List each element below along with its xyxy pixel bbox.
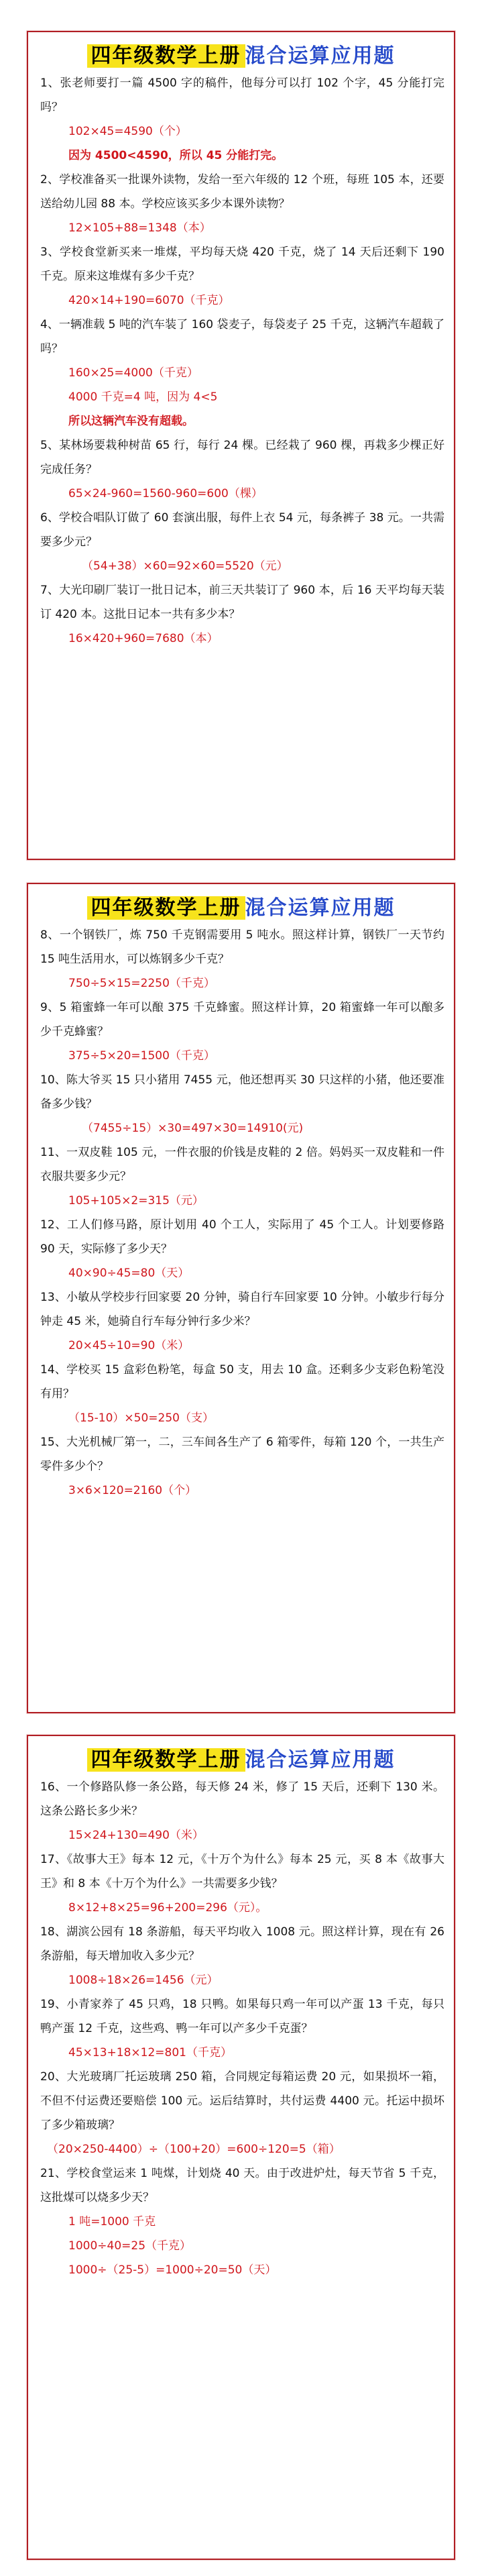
question-18: 18、湖滨公园有 18 条游船，每天平均收入 1008 元。照这样计算，现在有 26 条游船，每天增加收入多少元？ <box>40 1925 444 1963</box>
title-rest: 混合运算应用题 <box>245 1748 396 1772</box>
question-12: 12、工人们修马路，原计划用 40 个工人，实际用了 45 个工人。计划要修路 90 天，实际修了多少天？ <box>40 1218 444 1256</box>
answer-line: 40×90÷45=80（天） <box>68 1267 190 1280</box>
answer-line: 因为 4500<4590，所以 45 分能打完。 <box>68 149 284 162</box>
answer-line: （15-10）×50=250（支） <box>68 1411 214 1425</box>
question-3: 3、学校食堂新买来一堆煤，平均每天烧 420 千克，烧了 14 天后还剩下 190 千克。原来这堆煤有多少千克？ <box>40 246 444 283</box>
answer-line: 105+105×2=315（元） <box>68 1194 204 1208</box>
title-highlight: 四年级数学上册 <box>87 1748 245 1772</box>
answer-line: 4000 千克=4 吨，因为 4<5 <box>68 390 218 404</box>
title-highlight: 四年级数学上册 <box>87 44 245 68</box>
answer-line: 65×24-960=1560-960=600（棵） <box>68 487 263 500</box>
card-title <box>28 42 454 71</box>
question-1: 1、张老师要打一篇 4500 字的稿件，他每分可以打 102 个字，45 分能打完吗？ <box>40 76 444 114</box>
title-rest: 混合运算应用题 <box>245 896 396 920</box>
answer-line: （7455÷15）×30=497×30=14910(元) <box>82 1122 304 1135</box>
card-title <box>28 1746 454 1775</box>
answer-line: 1 吨=1000 千克 <box>68 2215 156 2229</box>
worksheet-card-1 <box>27 31 455 860</box>
question-11: 11、一双皮鞋 105 元，一件衣服的价钱是皮鞋的 2 倍。妈妈买一双皮鞋和一件衣服共要多少元？ <box>40 1146 444 1183</box>
answer-line: 102×45=4590（个） <box>68 125 187 138</box>
question-17: 17、《故事大王》每本 12 元，《十万个为什么》每本 25 元，买 8 本《故事大王》和 8 本《十万个为什么》一共需要多少钱？ <box>40 1853 444 1890</box>
answer-line: 1000÷40=25（千克） <box>68 2239 192 2253</box>
question-19: 19、小青家养了 45 只鸡，18 只鸭。如果每只鸡一年可以产蛋 13 千克，每只鸭产蛋 12 千克，这些鸡、鸭一年可以产多少千克蛋？ <box>40 1998 444 2035</box>
question-20: 20、大光玻璃厂托运玻璃 250 箱，合同规定每箱运费 20 元，如果损坏一箱，不但不付运费还要赔偿 100 元。运后结算时，共付运费 4400 元。托运中损坏了多少箱玻璃？ <box>40 2070 444 2132</box>
question-14: 14、学校买 15 盒彩色粉笔，每盒 50 支，用去 10 盒。还剩多少支彩色粉笔没有用？ <box>40 1363 444 1401</box>
question-2: 2、学校准备买一批课外读物，发给一至六年级的 12 个班，每班 105 本，还要送给幼儿园 88 本。学校应该买多少本课外读物？ <box>40 173 444 211</box>
answer-line: （54+38）×60=92×60=5520（元） <box>82 559 288 573</box>
question-5: 5、某林场要栽种树苗 65 行，每行 24 棵。已经栽了 960 棵，再栽多少棵正好完成任务？ <box>40 439 444 476</box>
answer-line: 160×25=4000（千克） <box>68 366 198 380</box>
answer-line: 1008÷18×26=1456（元） <box>68 1974 219 1987</box>
answer-line: 420×14+190=6070（千克） <box>68 294 230 307</box>
question-4: 4、一辆准载 5 吨的汽车装了 160 袋麦子，每袋麦子 25 千克，这辆汽车超载了吗？ <box>40 318 444 356</box>
answer-line: 15×24+130=490（米） <box>68 1829 204 1842</box>
question-16: 16、一个修路队修一条公路，每天修 24 米，修了 15 天后，还剩下 130 米。这条公路长多少米？ <box>40 1780 444 1818</box>
question-6: 6、学校合唱队订做了 60 套演出服，每件上衣 54 元，每条裤子 38 元。一共需要多少元？ <box>40 511 444 549</box>
answer-line: 1000÷（25-5）=1000÷20=50（天） <box>68 2263 277 2277</box>
worksheet-card-3 <box>27 1735 455 2560</box>
question-9: 9、5 箱蜜蜂一年可以酿 375 千克蜂蜜。照这样计算，20 箱蜜蜂一年可以酿多少千克蜂蜜？ <box>40 1001 444 1038</box>
answer-line: 所以这辆汽车没有超载。 <box>68 415 194 428</box>
answer-line: 20×45÷10=90（米） <box>68 1339 190 1352</box>
answer-line: （20×250-4400）÷（100+20）=600÷120=5（箱） <box>47 2143 341 2156</box>
question-8: 8、一个钢铁厂，炼 750 千克钢需要用 5 吨水。照这样计算，钢铁厂一天节约 15 吨生活用水，可以炼钢多少千克？ <box>40 928 444 966</box>
answer-line: 8×12+8×25=96+200=296（元）。 <box>68 1901 267 1915</box>
answer-line: 3×6×120=2160（个） <box>68 1484 197 1497</box>
question-15: 15、大光机械厂第一，二，三车间各生产了 6 箱零件，每箱 120 个，一共生产零件多少个？ <box>40 1436 444 1473</box>
worksheet-card-2 <box>27 883 455 1713</box>
answer-line: 12×105+88=1348（本） <box>68 221 211 235</box>
question-21: 21、学校食堂运来 1 吨煤，计划烧 40 天。由于改进炉灶，每天节省 5 千克，这批煤可以烧多少天？ <box>40 2167 444 2204</box>
answer-line: 16×420+960=7680（本） <box>68 632 219 645</box>
answer-line: 750÷5×15=2250（千克） <box>68 977 215 990</box>
question-13: 13、小敏从学校步行回家要 20 分钟，骑自行车回家要 10 分钟。小敏步行每分钟走 45 米，她骑自行车每分钟行多少米？ <box>40 1291 444 1328</box>
question-10: 10、陈大爷买 15 只小猪用 7455 元，他还想再买 30 只这样的小猪，他还要准备多少钱？ <box>40 1073 444 1111</box>
question-7: 7、大光印刷厂装订一批日记本，前三天共装订了 960 本，后 16 天平均每天装订 420 本。这批日记本一共有多少本？ <box>40 584 444 621</box>
answer-line: 45×13+18×12=801（千克） <box>68 2046 232 2059</box>
card-title <box>28 894 454 923</box>
title-rest: 混合运算应用题 <box>245 44 396 68</box>
title-highlight: 四年级数学上册 <box>87 896 245 920</box>
answer-line: 375÷5×20=1500（千克） <box>68 1049 215 1063</box>
